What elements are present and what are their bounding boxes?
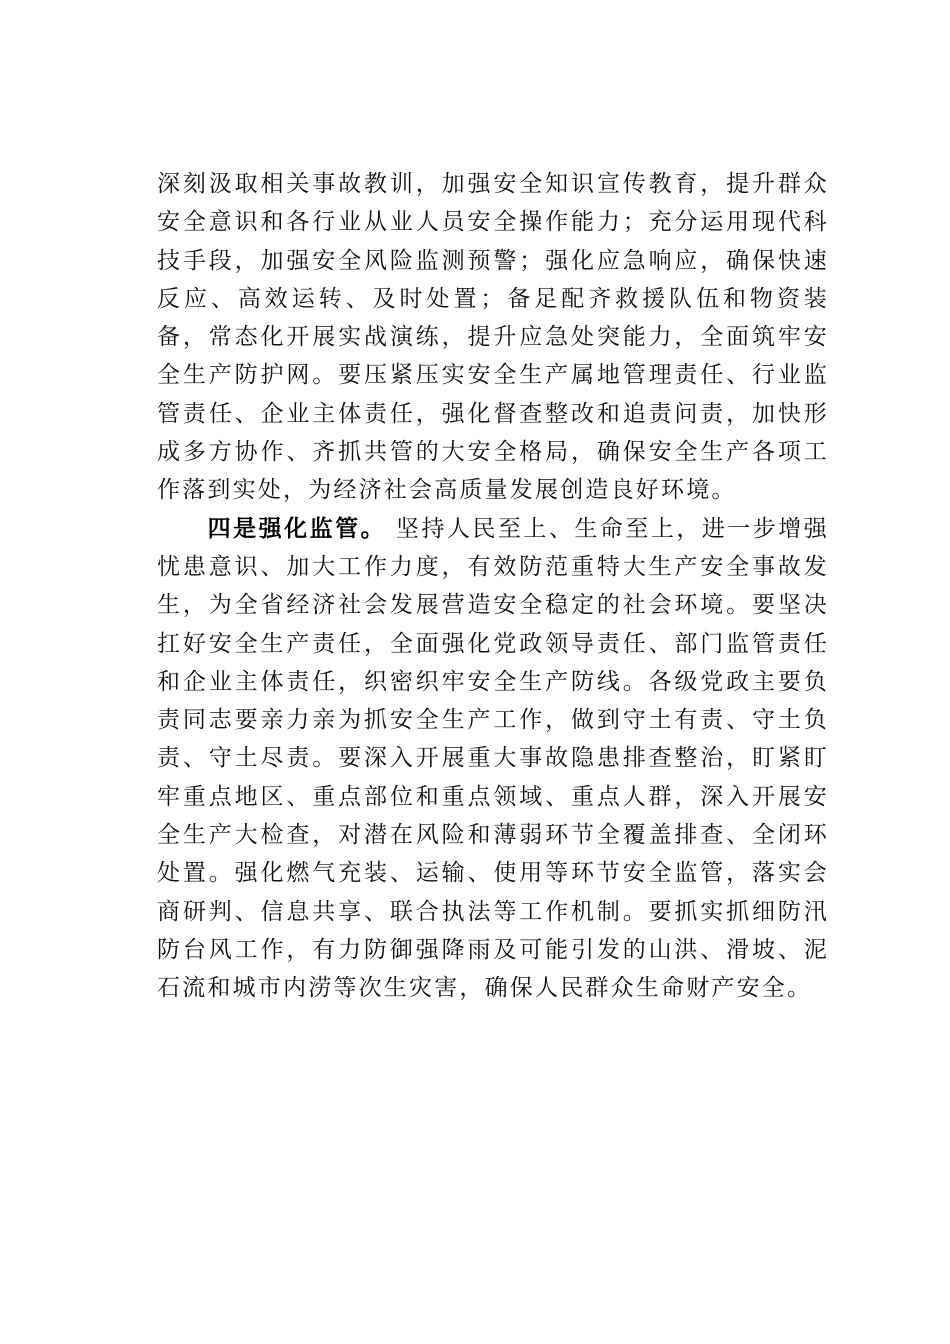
paragraph-2-body: 坚持人民至上、生命至上，进一步增强忧患意识、加大工作力度，有效防范重特大生产安全事故发生，为全省经济社会发展营造安全稳定的社会环境。要坚决扛好安全生产责任，全面强化党政领导责任、部门监管责任和企业主体责任，织密织牢安全生产防线。各级党政主要负责同志要亲力亲为抓安全生产工作，做到守土有责、守土负责、守土尽责。要深入开展重大事故隐患排查整治，盯紧盯牢重点地区、重点部位和重点领域、重点人群，深入开展安全生产大检查，对潜在风险和薄弱环节全覆盖排查、全闭环处置。强化燃气充装、运输、使用等环节安全监管，落实会商研判、信息共享、联合执法等工作机制。要抓实抓细防汛防台风工作，有力防御强降雨及可能引发的山洪、滑坡、泥石流和城市内涝等次生灾害，确保人民群众生命财产安全。: [157, 515, 829, 1002]
paragraph-2: [157, 510, 829, 1008]
paragraph-2-lead: 四是强化监管。: [207, 514, 387, 542]
document-body: [157, 165, 829, 1008]
paragraph-1: 深刻汲取相关事故教训，加强安全知识宣传教育，提升群众安全意识和各行业从业人员安全操作能力；充分运用现代科技手段，加强安全风险监测预警；强化应急响应，确保快速反应、高效运转、及时处置；备足配齐救援队伍和物资装备，常态化开展实战演练，提升应急处突能力，全面筑牢安全生产防护网。要压紧压实安全生产属地管理责任、行业监管责任、企业主体责任，强化督查整改和追责问责，加快形成多方协作、齐抓共管的大安全格局，确保安全生产各项工作落到实处，为经济社会高质量发展创造良好环境。: [157, 171, 829, 504]
